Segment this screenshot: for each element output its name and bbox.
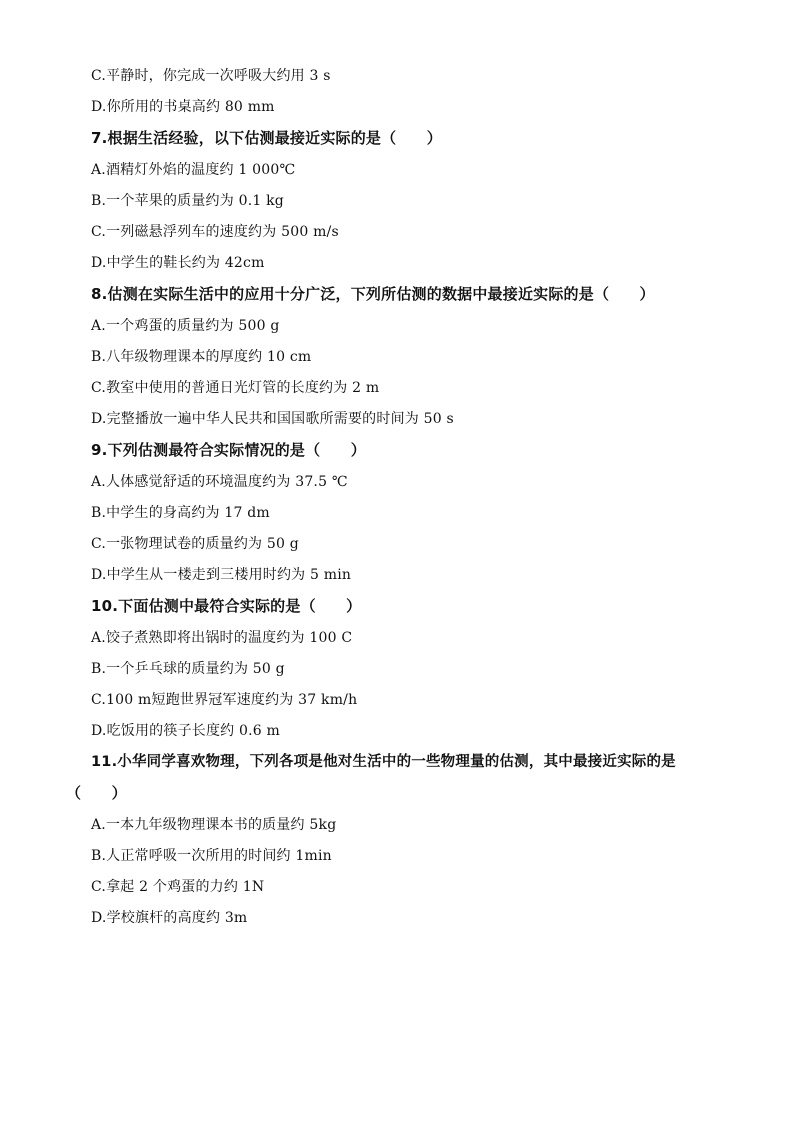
q8-option-c: C.教室中使用的普通日光灯管的长度约为 2 m (91, 380, 380, 396)
q9-option-b: B.中学生的身高约为 17 dm (91, 505, 270, 521)
q11-option-a: A.一本九年级物理课本书的质量约 5kg (91, 817, 337, 833)
q9-option-d: D.中学生从一楼走到三楼用时约为 5 min (91, 567, 352, 583)
question-11-continuation: （ ） (66, 784, 127, 802)
question-9: 9.下列估测最符合实际情况的是（ ） (91, 441, 366, 459)
question-8: 8.估测在实际生活中的应用十分广泛，下列所估测的数据中最接近实际的是（ ） (91, 285, 655, 303)
q7-option-c: C.一列磁悬浮列车的速度约为 500 m/s (91, 224, 339, 240)
q8-option-b: B.八年级物理课本的厚度约 10 cm (91, 349, 312, 365)
q10-option-b: B.一个乒乓球的质量约为 50 g (91, 661, 285, 677)
q10-option-a: A.饺子煮熟即将出锅时的温度约为 100 C (91, 630, 353, 646)
q9-option-c: C.一张物理试卷的质量约为 50 g (91, 536, 299, 552)
q10-option-c: C.100 m短跑世界冠军速度约为 37 km/h (91, 692, 358, 708)
question-7: 7.根据生活经验，以下估测最接近实际的是（ ） (91, 129, 442, 147)
q9-option-a: A.人体感觉舒适的环境温度约为 37.5 ℃ (91, 474, 348, 490)
option-c-breathing: C.平静时，你完成一次呼吸大约用 3 s (91, 68, 331, 84)
q8-option-a: A.一个鸡蛋的质量约为 500 g (91, 318, 280, 334)
q8-option-d: D.完整播放一遍中华人民共和国国歌所需要的时间为 50 s (91, 411, 454, 427)
q7-option-b: B.一个苹果的质量约为 0.1 kg (91, 193, 284, 209)
question-11: 11.小华同学喜欢物理，下列各项是他对生活中的一些物理量的估测，其中最接近实际的是 (91, 754, 676, 770)
q11-option-b: B.人正常呼吸一次所用的时间约 1min (91, 848, 332, 864)
question-10: 10.下面估测中最符合实际的是（ ） (91, 597, 362, 615)
q7-option-d: D.中学生的鞋长约为 42cm (91, 255, 265, 271)
q7-option-a: A.酒精灯外焰的温度约 1 000℃ (91, 162, 296, 178)
q10-option-d: D.吃饭用的筷子长度约 0.6 m (91, 723, 281, 739)
q11-option-c: C.拿起 2 个鸡蛋的力约 1N (91, 879, 265, 895)
q11-option-d: D.学校旗杆的高度约 3m (91, 910, 248, 926)
option-d-desk-height: D.你所用的书桌高约 80 mm (91, 99, 275, 115)
